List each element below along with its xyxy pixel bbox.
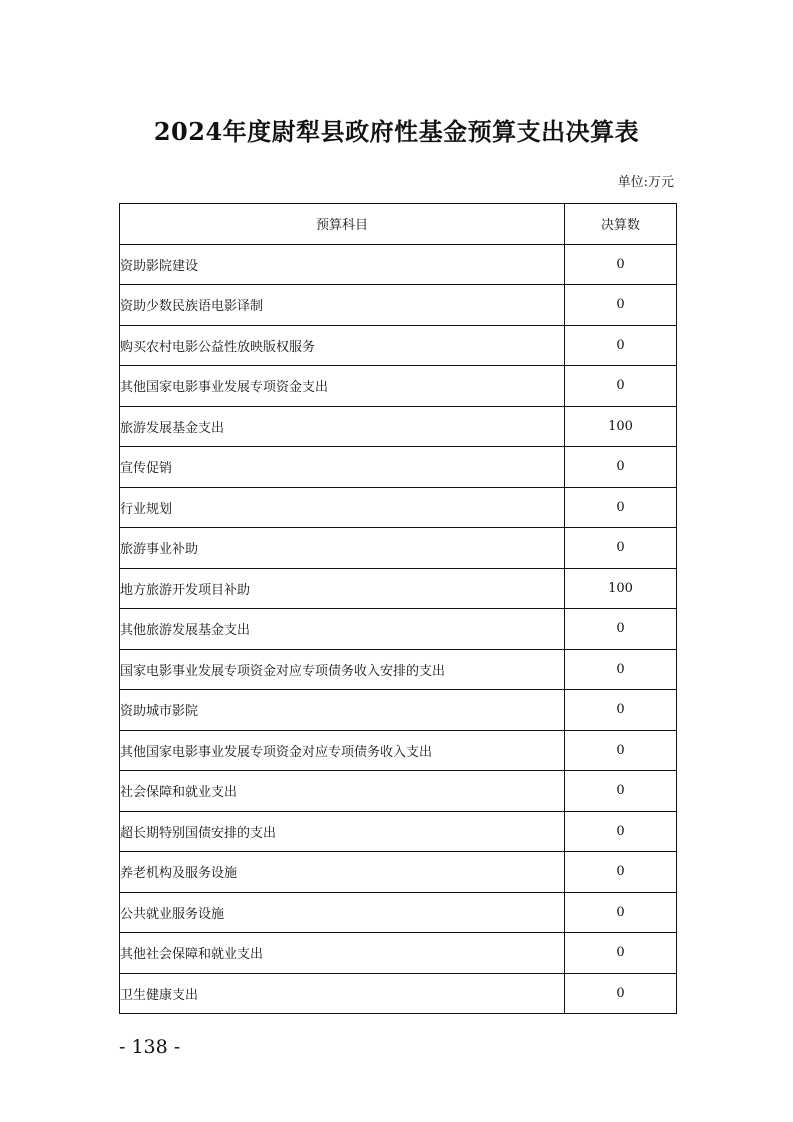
table-row [120, 325, 677, 366]
final-amount-cell: 0 [565, 811, 677, 852]
header-budget-subject: 预算科目 [120, 204, 565, 245]
final-amount-cell: 100 [565, 568, 677, 609]
table-row [120, 852, 677, 893]
final-amount-cell: 0 [565, 285, 677, 326]
budget-subject-cell: 公共就业服务设施 [120, 892, 565, 933]
table-header-row [120, 204, 677, 245]
table-row [120, 892, 677, 933]
budget-subject-cell: 卫生健康支出 [120, 973, 565, 1014]
budget-subject-cell: 宣传促销 [120, 447, 565, 488]
table-row [120, 568, 677, 609]
final-amount-cell: 0 [565, 933, 677, 974]
final-amount-cell: 0 [565, 690, 677, 731]
final-amount-cell: 0 [565, 528, 677, 569]
table-row [120, 366, 677, 407]
final-amount-cell: 100 [565, 406, 677, 447]
final-amount-cell: 0 [565, 447, 677, 488]
final-amount-cell: 0 [565, 366, 677, 407]
budget-subject-cell: 超长期特别国债安排的支出 [120, 811, 565, 852]
final-amount-cell: 0 [565, 325, 677, 366]
table-row [120, 771, 677, 812]
table-row [120, 690, 677, 731]
budget-subject-cell: 其他旅游发展基金支出 [120, 609, 565, 650]
table-row [120, 609, 677, 650]
table-row [120, 811, 677, 852]
final-amount-cell: 0 [565, 649, 677, 690]
budget-subject-cell: 其他国家电影事业发展专项资金对应专项债务收入支出 [120, 730, 565, 771]
page-number: - 138 - [119, 1036, 181, 1058]
table-body [120, 244, 677, 1014]
budget-table [119, 203, 677, 1014]
budget-subject-cell: 养老机构及服务设施 [120, 852, 565, 893]
budget-subject-cell: 其他社会保障和就业支出 [120, 933, 565, 974]
table-row [120, 244, 677, 285]
table-row [120, 285, 677, 326]
budget-subject-cell: 国家电影事业发展专项资金对应专项债务收入安排的支出 [120, 649, 565, 690]
final-amount-cell: 0 [565, 852, 677, 893]
final-amount-cell: 0 [565, 973, 677, 1014]
final-amount-cell: 0 [565, 892, 677, 933]
table-row [120, 973, 677, 1014]
budget-subject-cell: 其他国家电影事业发展专项资金支出 [120, 366, 565, 407]
table-row [120, 528, 677, 569]
budget-subject-cell: 社会保障和就业支出 [120, 771, 565, 812]
header-final-amount: 决算数 [565, 204, 677, 245]
budget-subject-cell: 资助少数民族语电影译制 [120, 285, 565, 326]
table-row [120, 933, 677, 974]
table-row [120, 487, 677, 528]
table-row [120, 649, 677, 690]
final-amount-cell: 0 [565, 487, 677, 528]
final-amount-cell: 0 [565, 609, 677, 650]
budget-subject-cell: 地方旅游开发项目补助 [120, 568, 565, 609]
table-row [120, 406, 677, 447]
budget-subject-cell: 行业规划 [120, 487, 565, 528]
budget-subject-cell: 旅游发展基金支出 [120, 406, 565, 447]
document-title: 2024年度尉犁县政府性基金预算支出决算表 [153, 117, 640, 146]
budget-subject-cell: 资助城市影院 [120, 690, 565, 731]
final-amount-cell: 0 [565, 244, 677, 285]
unit-label: 单位:万元 [617, 175, 674, 190]
budget-subject-cell: 购买农村电影公益性放映版权服务 [120, 325, 565, 366]
budget-subject-cell: 旅游事业补助 [120, 528, 565, 569]
final-amount-cell: 0 [565, 730, 677, 771]
budget-subject-cell: 资助影院建设 [120, 244, 565, 285]
table-row [120, 730, 677, 771]
table-row [120, 447, 677, 488]
final-amount-cell: 0 [565, 771, 677, 812]
